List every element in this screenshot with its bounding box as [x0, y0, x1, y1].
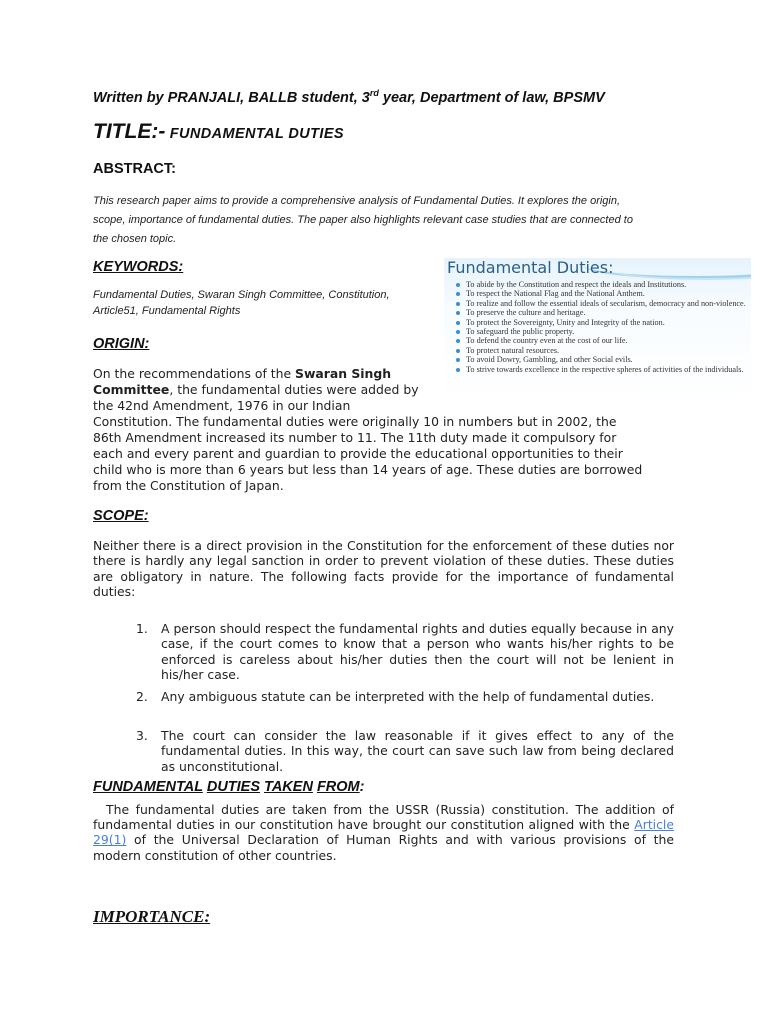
taken-from-text: of the Universal Declaration of Human Rights and with various provisions of the modern constitution of other countries.	[93, 832, 674, 863]
fundamental-duties-image	[444, 258, 751, 404]
image-duty-item: To preserve the culture and heritage.	[456, 308, 748, 317]
heading-word: FROM	[316, 779, 360, 795]
taken-from-text: The fundamental duties are taken from the USSR (Russia) constitution. The addition of fundamental duties in our constitution have brought our constitution aligned with the	[93, 802, 674, 833]
keywords-line: Fundamental Duties, Swaran Singh Committee, Constitution,	[93, 289, 390, 301]
heading-word: FUNDAMENTAL	[93, 779, 203, 795]
paper-title	[93, 120, 344, 144]
list-number: 1.	[136, 621, 148, 636]
keywords-heading: KEYWORDS:	[93, 259, 184, 275]
origin-line: the 42nd Amendment, 1976 in our Indian	[93, 398, 351, 413]
heading-word: TAKEN	[264, 779, 313, 795]
committee-word: Committee	[93, 382, 170, 397]
origin-line: 86th Amendment increased its number to 11. The 11th duty made it compulsory for	[93, 430, 617, 445]
abstract-line: scope, importance of fundamental duties. The paper also highlights relevant case studies that are connected to	[93, 214, 633, 226]
abstract-text	[93, 192, 693, 249]
scope-heading: SCOPE:	[93, 508, 149, 524]
origin-paragraph	[93, 414, 683, 494]
origin-intro	[93, 366, 438, 414]
image-duty-item: To realize and follow the essential ideals of secularism, democracy and non-violence.	[456, 299, 748, 308]
list-text: The court can consider the law reasonable if it gives effect to any of the fundamental duties. In this way, the court can save such law from being declared as unconstitutional.	[161, 728, 674, 774]
origin-text: On the recommendations of the	[93, 366, 296, 381]
keywords-line: Article51, Fundamental Rights	[93, 305, 241, 317]
committee-name: Swaran Singh	[295, 366, 392, 381]
author-byline	[93, 88, 693, 106]
list-text: Any ambiguous statute can be interpreted with the help of fundamental duties.	[161, 689, 655, 704]
byline-suffix: year, Department of law, BPSMV	[378, 90, 605, 106]
heading-word: DUTIES	[206, 779, 261, 795]
image-duty-item: To protect natural resources.	[456, 346, 748, 355]
origin-line	[93, 382, 438, 398]
scope-paragraph: Neither there is a direct provision in the Constitution for the enforcement of these duties nor there is hardly any legal sanction in order to prevent violation of these duties. These duties are obligatory in nature. The following facts provide for the importance of fundamental duties:	[93, 538, 674, 600]
origin-line: each and every parent and guardian to provide the educational opportunities to their	[93, 446, 623, 461]
origin-line: Constitution. The fundamental duties were originally 10 in numbers but in 2002, the	[93, 414, 617, 429]
origin-line: from the Constitution of Japan.	[93, 478, 284, 493]
list-number: 3.	[136, 728, 148, 743]
list-number: 2.	[136, 689, 148, 704]
title-label: TITLE:-	[93, 120, 166, 143]
byline-superscript: rd	[369, 88, 379, 98]
origin-line: child who is more than 6 years but less than 14 years of age. These duties are borrowed	[93, 462, 643, 477]
image-title: Fundamental Duties:	[447, 258, 614, 277]
byline-prefix: Written by PRANJALI, BALLB student, 3	[93, 90, 370, 106]
image-duty-item: To respect the National Flag and the National Anthem.	[456, 289, 748, 298]
image-duty-item: To protect the Sovereignty, Unity and Integrity of the nation.	[456, 318, 748, 327]
image-duties-list	[456, 280, 748, 374]
origin-text: , the fundamental duties were added by	[169, 382, 419, 397]
taken-from-paragraph	[93, 802, 674, 863]
taken-from-heading	[93, 779, 364, 795]
title-text: FUNDAMENTAL DUTIES	[169, 126, 344, 142]
heading-colon: :	[359, 779, 365, 795]
image-duty-item: To abide by the Constitution and respect the ideals and Institutions.	[456, 280, 748, 289]
abstract-heading: ABSTRACT:	[93, 161, 176, 177]
article-29-link[interactable]: Article 29(1)	[93, 817, 674, 848]
abstract-line: the chosen topic.	[93, 233, 177, 245]
origin-line	[93, 366, 438, 382]
importance-heading: IMPORTANCE:	[93, 907, 211, 926]
origin-heading: ORIGIN:	[93, 336, 150, 352]
image-duty-item: To strive towards excellence in the respective spheres of activities of the individuals.	[456, 365, 748, 374]
keywords-text	[93, 287, 433, 319]
image-duty-item: To avoid Dowry, Gambling, and other Social evils.	[456, 355, 748, 364]
decorative-swoosh	[604, 258, 751, 280]
abstract-line: This research paper aims to provide a comprehensive analysis of Fundamental Duties. It explores the origin,	[93, 195, 621, 207]
image-duty-item: To safeguard the public property.	[456, 327, 748, 336]
list-text: A person should respect the fundamental rights and duties equally because in any case, if the court comes to know that a person who wants his/her rights to be enforced is careless about his/her duties then the court will not be lenient in his/her case.	[161, 621, 674, 683]
image-duty-item: To defend the country even at the cost of our life.	[456, 336, 748, 345]
